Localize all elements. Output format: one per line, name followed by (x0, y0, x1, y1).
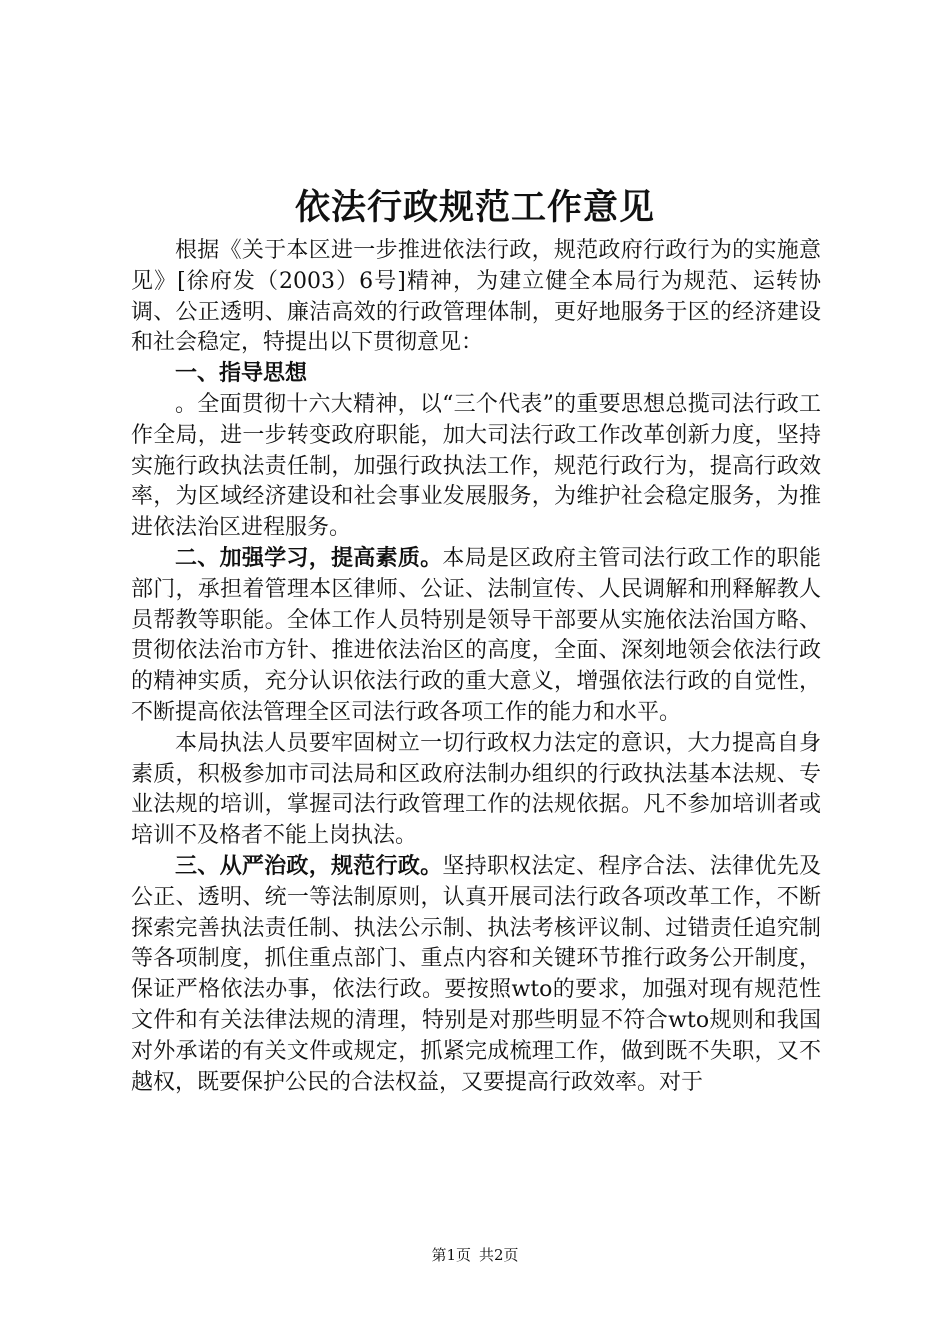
section-3-text: 坚持职权法定、程序合法、法律优先及公正、透明、统一等法制原则，认真开展司法行政各项改革工作，不断探索完善执法责任制、执法公示制、执法考核评议制、过错责任追究制等各项制度，抓住重点部门、重点内容和关键环节推行政务公开制度，保证严格依法办事，依法行政。要按照wto的要求，加强对现有规范性文件和有关法律法规的清理，特别是对那些明显不符合wto规则和我国对外承诺的有关文件或规定，抓紧完成梳理工作，做到既不失职，又不越权，既要保护公民的合法权益，又要提高行政效率。对于 (131, 853, 821, 1095)
page-total: 共2页 (479, 1246, 519, 1264)
page-footer (0, 1244, 950, 1266)
section-2-paragraph-2: 本局执法人员要牢固树立一切行政权力法定的意识，大力提高自身素质，积极参加市司法局和区政府法制办组织的行政执法基本法规、专业法规的培训，掌握司法行政管理工作的法规依据。凡不参加培训者或培训不及格者不能上岗执法。 (131, 730, 821, 849)
section-2-heading: 二、加强学习，提高素质。 (175, 545, 443, 571)
document-body (131, 236, 821, 1098)
section-1-heading: 一、指导思想 (175, 361, 308, 387)
document-title: 依法行政规范工作意见 (294, 188, 655, 228)
page-number: 第1页 (431, 1246, 471, 1264)
section-1-paragraph: 。全面贯彻十六大精神，以“三个代表”的重要思想总揽司法行政工作全局，进一步转变政府职能，加大司法行政工作改革创新力度，坚持实施行政执法责任制，加强行政执法工作，规范行政行为，提高行政效率，为区域经济建设和社会事业发展服务，为维护社会稳定服务，为推进依法治区进程服务。 (131, 391, 821, 541)
section-2-paragraph (131, 544, 821, 729)
section-3-paragraph (131, 852, 821, 1098)
section-2-text: 本局是区政府主管司法行政工作的职能部门，承担着管理本区律师、公证、法制宣传、人民调解和刑释解教人员帮教等职能。全体工作人员特别是领导干部要从实施依法治国方略、贯彻依法治市方针、推进依法治区的高度，全面、深刻地领会依法行政的精神实质，充分认识依法行政的重大意义，增强依法行政的自觉性，不断提高依法管理全区司法行政各项工作的能力和水平。 (131, 545, 821, 725)
intro-paragraph: 根据《关于本区进一步推进依法行政，规范政府行政行为的实施意见》[徐府发（2003）6号]精神，为建立健全本局行为规范、运转协调、公正透明、廉洁高效的行政管理体制，更好地服务于区的经济建设和社会稳定，特提出以下贯彻意见： (131, 238, 821, 356)
section-3-heading: 三、从严治政，规范行政。 (175, 853, 443, 879)
